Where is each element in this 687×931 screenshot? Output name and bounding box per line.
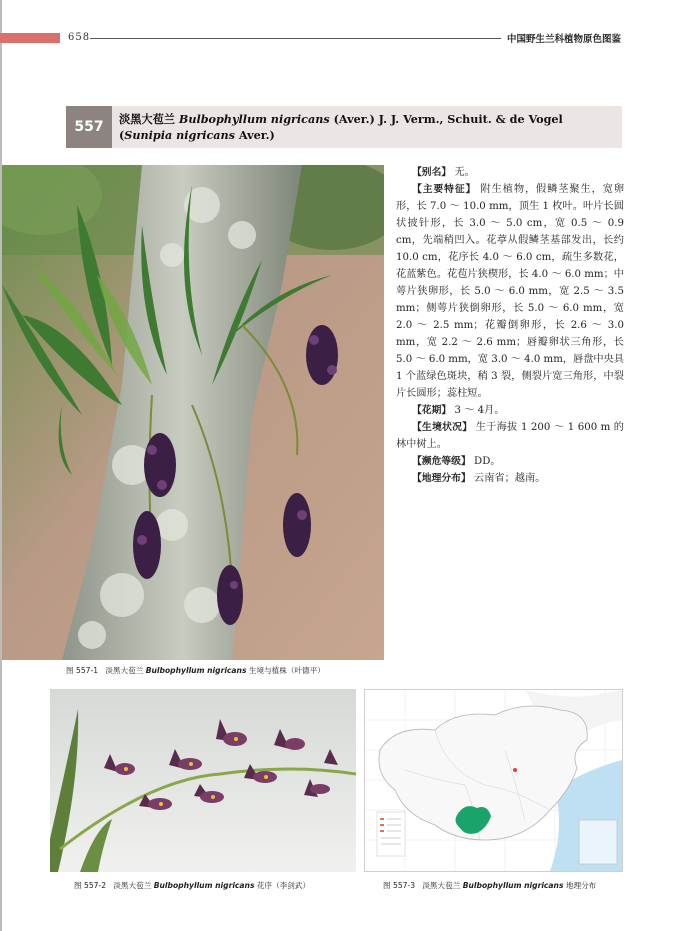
entry-status — [396, 453, 624, 470]
entry-alias — [396, 164, 624, 181]
entry-text: 云南省；越南。 — [474, 473, 546, 484]
entry-distribution — [396, 470, 624, 487]
entry-features — [396, 181, 624, 402]
entry-key: 【别名】 — [412, 167, 452, 178]
entry-text: 附生植物，假鳞茎聚生，宽卵形，长 7.0 ～ 10.0 mm，顶生 1 枚叶。叶片长圆状披针形，长 3.0 ～ 5.0 cm，宽 0.5 ～ 0.9 cm，先端稍凹入。花葶从假鳞茎基部发出，长约 10.0 cm，花序长 4.0 ～ 6.0 cm，疏生多数花，花蓝紫色。花苞片狭楔形，长 4.0 ～ 6.0 mm；中萼片狭卵形，长 5.0 ～ 6.0 mm，宽 2.5 ～ 3.5 mm；侧萼片狭倒卵形，长 5.0 ～ 6.0 mm，宽 2.0 ～ 2.5 mm；花瓣倒卵形，长 2.6 ～ 3.0 mm，宽 2.2 ～ 2.6 mm；唇瓣卵状三角形，长 5.0 ～ 6.0 mm，宽 3.0 ～ 4.0 mm，唇盘中央具 1 个蓝绿色斑块，稍 3 裂，侧裂片宽三角形，中裂片长圆形；蕊柱短。 — [396, 184, 625, 399]
synonym-close-paren: ) — [269, 128, 275, 142]
entry-key: 【地理分布】 — [412, 473, 471, 484]
distribution-map — [364, 689, 623, 872]
species-title — [119, 111, 616, 143]
figure-cn: 淡黑大苞兰 — [422, 881, 461, 890]
figure-id: 图 557-1 — [66, 666, 99, 675]
synonym-authority: Aver. — [238, 128, 270, 142]
entry-text: 3 ～ 4月。 — [454, 405, 505, 416]
running-header-title: 中国野生兰科植物原色图鉴 — [501, 31, 621, 45]
entry-text: DD。 — [474, 456, 501, 467]
species-authority: (Aver.) J. J. Verm., Schuit. & de Vogel — [333, 112, 563, 126]
entry-key: 【主要特征】 — [412, 184, 477, 195]
synonym-open-paren: ( — [119, 128, 125, 142]
species-number: 557 — [66, 106, 112, 148]
species-description — [396, 164, 624, 487]
figure-caption-2 — [74, 880, 310, 891]
figure-desc: 地理分布 — [565, 881, 597, 890]
species-cn-name: 淡黑大苞兰 — [119, 112, 175, 126]
figure-latin: Bulbophyllum nigricans — [153, 881, 255, 890]
figure-caption-3 — [383, 880, 596, 891]
figure-desc: 生境与植株（叶德平） — [248, 666, 325, 675]
species-title-box — [66, 106, 622, 148]
figure-id: 图 557-2 — [74, 881, 107, 890]
figure-cn: 淡黑大苞兰 — [113, 881, 152, 890]
figure-caption-1 — [66, 665, 325, 676]
entry-flowering — [396, 402, 624, 419]
page-number: 658 — [68, 32, 91, 43]
header-color-bar — [0, 33, 60, 43]
photo-inflorescence — [50, 689, 356, 872]
synonym-latin: Sunipia nigricans — [124, 128, 235, 142]
entry-key: 【濒危等级】 — [412, 456, 471, 467]
figure-latin: Bulbophyllum nigricans — [462, 881, 564, 890]
entry-text: 无。 — [454, 167, 475, 178]
entry-habitat — [396, 419, 624, 453]
species-latin: Bulbophyllum nigricans — [178, 112, 330, 126]
figure-id: 图 557-3 — [383, 881, 416, 890]
entry-key: 【花期】 — [412, 405, 452, 416]
figure-desc: 花序（李剑武） — [256, 881, 311, 890]
entry-key: 【生境状况】 — [412, 422, 473, 433]
figure-cn: 淡黑大苞兰 — [105, 666, 144, 675]
figure-latin: Bulbophyllum nigricans — [145, 666, 247, 675]
entry-text: 生于海拔 1 200 ～ 1 600 m 的林中树上。 — [396, 422, 624, 450]
photo-habitat-plant — [2, 165, 384, 660]
